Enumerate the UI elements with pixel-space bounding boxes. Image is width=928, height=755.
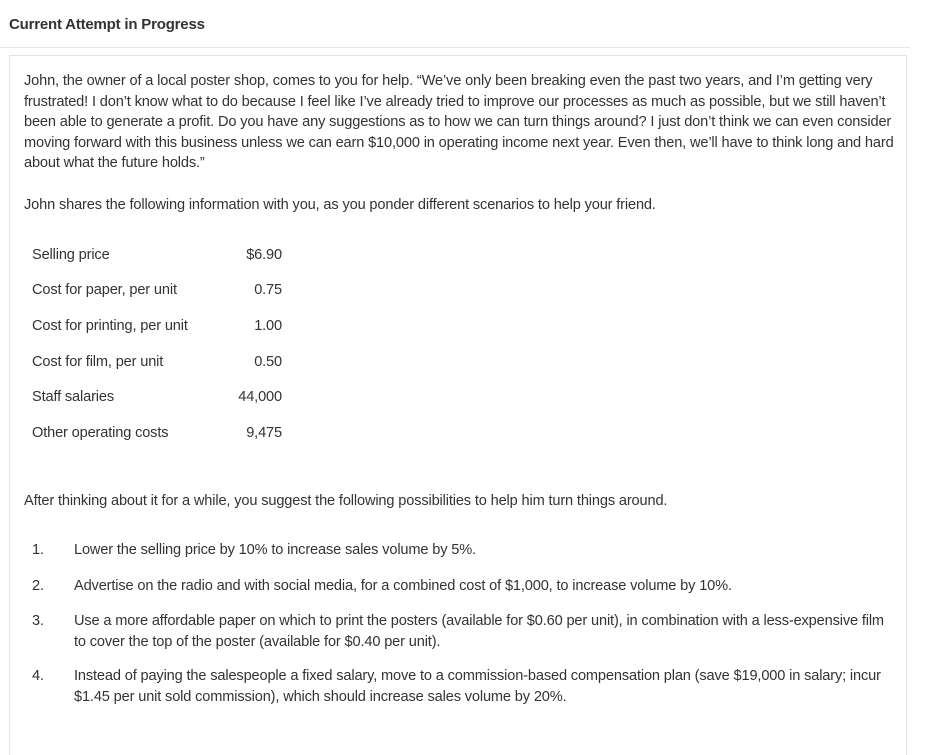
row-label: Other operating costs	[32, 424, 169, 441]
heading-divider	[0, 47, 910, 48]
row-value: 44,000	[238, 389, 282, 406]
list-item-number: 4.	[32, 668, 44, 685]
list-item	[24, 666, 896, 707]
row-value: 0.75	[254, 282, 282, 299]
table-row	[24, 415, 282, 451]
row-label: Staff salaries	[32, 389, 114, 406]
row-label: Cost for printing, per unit	[32, 317, 188, 334]
intro-paragraph: John, the owner of a local poster shop, comes to you for help. “We’ve only been breaking even the past two years, and I’m getting very frustrated! I don’t know what to do because I feel like I’ve already tried to improve our processes as much as possible, but we still haven’t been able to generate a profit. Do you have any suggestions as to how we can turn things around? I just don’t think we can even consider moving forward with this business unless we can earn $10,000 in operating income next year. Even then, we’ll have to think long and hard about what the future holds.”	[24, 73, 894, 172]
table-row	[24, 237, 282, 273]
info-table	[24, 237, 282, 451]
list-item	[24, 540, 896, 561]
row-value: 0.50	[254, 353, 282, 370]
list-item-text: Advertise on the radio and with social media, for a combined cost of $1,000, to increase volume by 10%.	[74, 577, 732, 594]
share-info-text: John shares the following information with you, as you ponder different scenarios to help your friend.	[24, 197, 656, 213]
page-title: Current Attempt in Progress	[9, 16, 205, 33]
question-card	[9, 55, 907, 755]
list-item	[24, 611, 896, 652]
suggestion-list	[24, 540, 896, 722]
table-row	[24, 379, 282, 415]
row-label: Selling price	[32, 246, 110, 263]
table-row	[24, 308, 282, 344]
list-item-number: 1.	[32, 542, 44, 558]
list-item-number: 3.	[32, 613, 44, 630]
row-value: $6.90	[246, 246, 282, 263]
list-item-text: Lower the selling price by 10% to increase sales volume by 5%.	[74, 542, 476, 558]
suggestion-intro-text: After thinking about it for a while, you suggest the following possibilities to help him turn things around.	[24, 493, 668, 509]
list-item-number: 2.	[32, 577, 44, 594]
row-label: Cost for paper, per unit	[32, 282, 177, 299]
list-item	[24, 576, 896, 597]
table-row	[24, 344, 282, 380]
row-value: 9,475	[246, 424, 282, 441]
row-value: 1.00	[254, 317, 282, 334]
table-row	[24, 273, 282, 309]
list-item-text: Instead of paying the salespeople a fixed salary, move to a commission-based compensation plan (save $19,000 in salary; incur $1.45 per unit sold commission), which should increase sales volume by 20%.	[74, 668, 881, 705]
list-item-text: Use a more affordable paper on which to print the posters (available for $0.60 per unit), in combination with a less-expensive film to cover the top of the poster (available for $0.40 per unit).	[74, 613, 884, 650]
row-label: Cost for film, per unit	[32, 353, 164, 370]
